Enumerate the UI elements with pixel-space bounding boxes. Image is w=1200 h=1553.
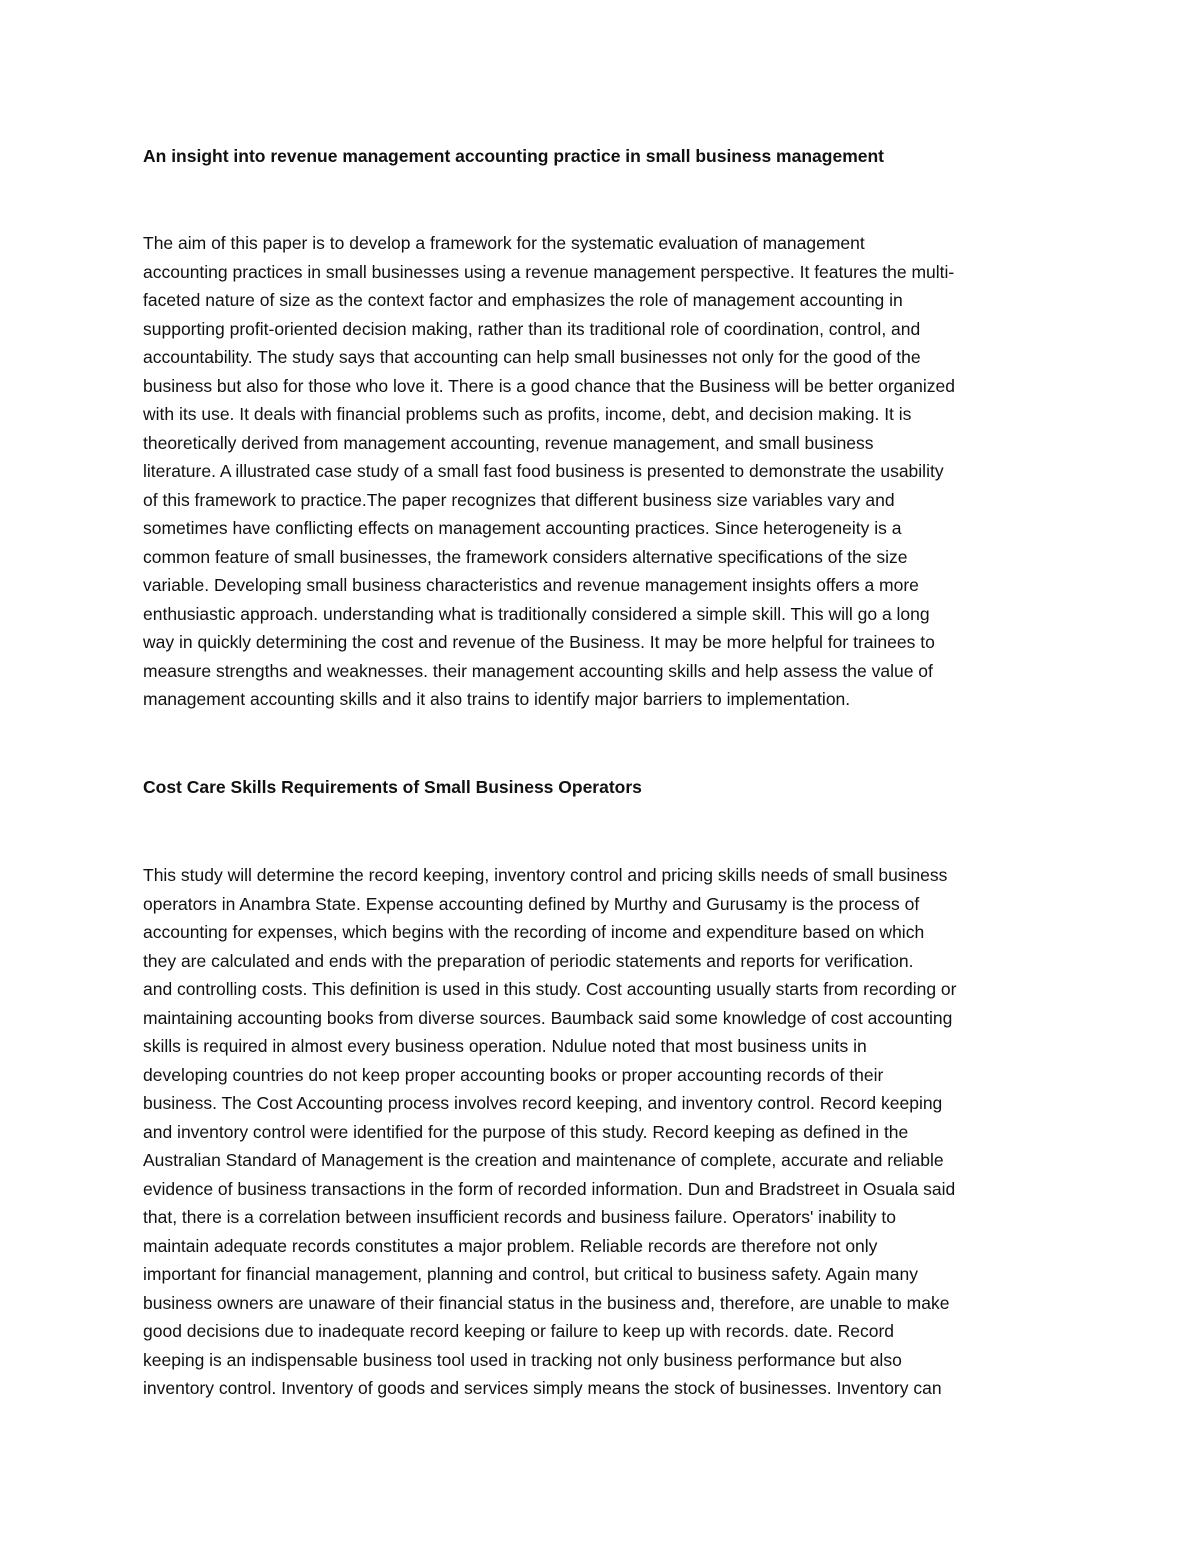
- text-line: accountability. The study says that accounting can help small businesses not only for the good of the: [143, 347, 921, 367]
- text-line: Australian Standard of Management is the creation and maintenance of complete, accurate and reliable: [143, 1150, 944, 1170]
- text-line: supporting profit-oriented decision making, rather than its traditional role of coordination, control, and: [143, 318, 921, 339]
- text-line: The aim of this paper is to develop a framework for the systematic evaluation of management: [143, 233, 865, 253]
- text-line: business owners are unaware of their financial status in the business and, therefore, are unable to make: [143, 1292, 950, 1313]
- text-line: skills is required in almost every business operation. Ndulue noted that most business units in: [143, 1036, 867, 1056]
- text-line: operators in Anambra State. Expense accounting defined by Murthy and Gurusamy is the process of: [143, 893, 920, 914]
- text-line: measure strengths and weaknesses. their management accounting skills and help assess the value of: [143, 660, 933, 681]
- text-line: evidence of business transactions in the form of recorded information. Dun and Bradstreet in Osuala said: [143, 1178, 956, 1199]
- text-line: theoretically derived from management accounting, revenue management, and small business: [143, 432, 874, 453]
- text-line: that, there is a correlation between insufficient records and business failure. Operators' inability to: [143, 1207, 897, 1227]
- text-line: business but also for those who love it. There is a good chance that the Business will be better organized: [143, 375, 955, 396]
- text-line: and inventory control were identified for the purpose of this study. Record keeping as defined in the: [143, 1121, 909, 1142]
- text-line: enthusiastic approach. understanding what is traditionally considered a simple skill. This will go a long: [143, 603, 930, 624]
- text-line: of this framework to practice.The paper recognizes that different business size variables vary and: [143, 489, 895, 510]
- text-line: common feature of small businesses, the framework considers alternative specifications of the size: [143, 546, 908, 567]
- text-line: sometimes have conflicting effects on management accounting practices. Since heterogeneity is a: [143, 518, 902, 538]
- text-line: business. The Cost Accounting process involves record keeping, and inventory control. Record keeping: [143, 1093, 943, 1113]
- text-line: way in quickly determining the cost and revenue of the Business. It may be more helpful for trainees to: [143, 632, 935, 652]
- paragraph-revenue-management: [143, 229, 955, 714]
- text-line: management accounting skills and it also trains to identify major barriers to implementation.: [143, 689, 851, 709]
- text-line: important for financial management, planning and control, but critical to business safety. Again many: [143, 1264, 918, 1284]
- text-line: they are calculated and ends with the preparation of periodic statements and reports for verification.: [143, 950, 914, 971]
- text-line: keeping is an indispensable business tool used in tracking not only business performance but also: [143, 1349, 902, 1370]
- section-heading-revenue-management: An insight into revenue management accounting practice in small business management: [143, 146, 885, 166]
- text-line: inventory control. Inventory of goods and services simply means the stock of businesses. Inventory can: [143, 1378, 942, 1398]
- text-line: developing countries do not keep proper accounting books or proper accounting records of their: [143, 1064, 884, 1085]
- text-line: faceted nature of size as the context factor and emphasizes the role of management accounting in: [143, 290, 903, 310]
- text-line: accounting practices in small businesses using a revenue management perspective. It features the multi-: [143, 261, 955, 282]
- text-line: variable. Developing small business characteristics and revenue management insights offers a more: [143, 575, 919, 595]
- text-line: maintaining accounting books from diverse sources. Baumback said some knowledge of cost accounting: [143, 1007, 953, 1028]
- text-line: accounting for expenses, which begins with the recording of income and expenditure based on which: [143, 922, 925, 942]
- text-line: maintain adequate records constitutes a major problem. Reliable records are therefore not only: [143, 1235, 878, 1256]
- text-line: This study will determine the record keeping, inventory control and pricing skills needs of small business: [143, 865, 948, 885]
- paragraph-cost-care-skills: [143, 861, 957, 1403]
- text-line: literature. A illustrated case study of a small fast food business is presented to demonstrate the usability: [143, 461, 944, 481]
- text-line: good decisions due to inadequate record keeping or failure to keep up with records. date. Record: [143, 1321, 895, 1341]
- section-heading-cost-care-skills: Cost Care Skills Requirements of Small Business Operators: [143, 777, 642, 797]
- text-line: with its use. It deals with financial problems such as profits, income, debt, and decision making. It is: [143, 404, 912, 424]
- text-line: and controlling costs. This definition is used in this study. Cost accounting usually starts from recording or: [143, 979, 957, 999]
